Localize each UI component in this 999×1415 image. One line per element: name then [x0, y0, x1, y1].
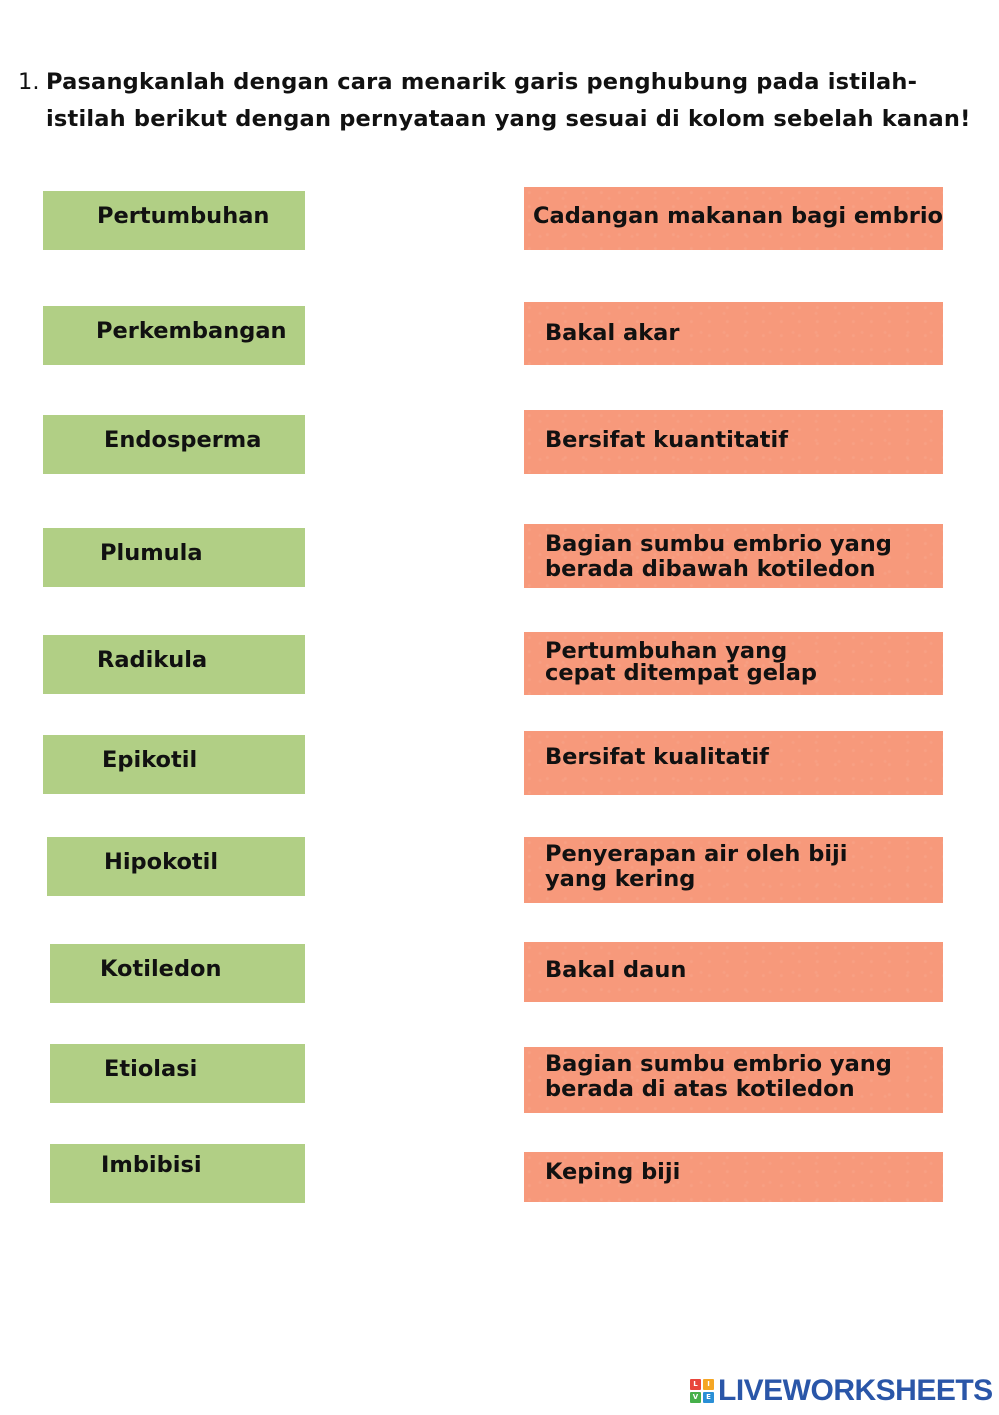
term-label: Etiolasi	[104, 1056, 198, 1082]
term-label: Imbibisi	[101, 1152, 202, 1178]
statement-box-1[interactable]	[524, 187, 943, 250]
statement-label: Bagian sumbu embrio yang berada di atas kotiledon	[545, 1051, 892, 1102]
statement-label: Bagian sumbu embrio yang berada dibawah kotiledon	[545, 531, 892, 582]
liveworksheets-logo	[690, 1373, 993, 1409]
term-box-10[interactable]	[50, 1144, 305, 1203]
statement-label: Bakal daun	[545, 957, 687, 983]
statement-label: Keping biji	[545, 1159, 681, 1185]
logo-letter: E	[703, 1392, 714, 1403]
term-box-3[interactable]	[43, 415, 305, 474]
statement-label: Cadangan makanan bagi embrio	[533, 203, 943, 229]
statement-label: Penyerapan air oleh biji yang kering	[545, 841, 848, 892]
logo-letter: V	[690, 1392, 701, 1403]
statement-label: Pertumbuhan yang cepat ditempat gelap	[545, 638, 817, 686]
term-label: Perkembangan	[96, 318, 287, 344]
term-label: Kotiledon	[100, 956, 222, 982]
term-label: Endosperma	[104, 427, 262, 453]
instruction-text: Pasangkanlah dengan cara menarik garis penghubung pada istilah-istilah berikut dengan pernyataan yang sesuai di kolom sebelah kanan!	[46, 69, 971, 132]
statement-box-9[interactable]	[524, 1047, 943, 1113]
term-label: Radikula	[97, 647, 208, 673]
statement-label: Bersifat kualitatif	[545, 744, 769, 770]
statement-box-7[interactable]	[524, 837, 943, 903]
statement-label: Bersifat kuantitatif	[545, 427, 789, 453]
term-label: Plumula	[100, 540, 203, 566]
statement-box-5[interactable]	[524, 632, 943, 695]
term-box-1[interactable]	[43, 191, 305, 250]
statement-label: Bakal akar	[545, 320, 680, 346]
term-box-8[interactable]	[50, 944, 305, 1003]
statement-box-6[interactable]	[524, 731, 943, 795]
term-box-9[interactable]	[50, 1044, 305, 1103]
term-label: Hipokotil	[104, 849, 219, 875]
term-box-6[interactable]	[43, 735, 305, 794]
term-label: Pertumbuhan	[97, 203, 270, 229]
statement-box-2[interactable]	[524, 302, 943, 365]
logo-letter: I	[703, 1379, 714, 1390]
logo-text: LIVEWORKSHEETS	[718, 1374, 993, 1407]
question-number: 1.	[18, 69, 40, 95]
logo-letter: L	[690, 1379, 701, 1390]
term-label: Epikotil	[102, 747, 198, 773]
statement-box-4[interactable]	[524, 524, 943, 588]
term-box-2[interactable]	[43, 306, 305, 365]
statement-box-10[interactable]	[524, 1152, 943, 1202]
term-box-5[interactable]	[43, 635, 305, 694]
statement-box-3[interactable]	[524, 410, 943, 474]
term-box-7[interactable]	[47, 837, 305, 896]
term-box-4[interactable]	[43, 528, 305, 587]
liveworksheets-icon	[690, 1379, 714, 1403]
statement-box-8[interactable]	[524, 942, 943, 1002]
